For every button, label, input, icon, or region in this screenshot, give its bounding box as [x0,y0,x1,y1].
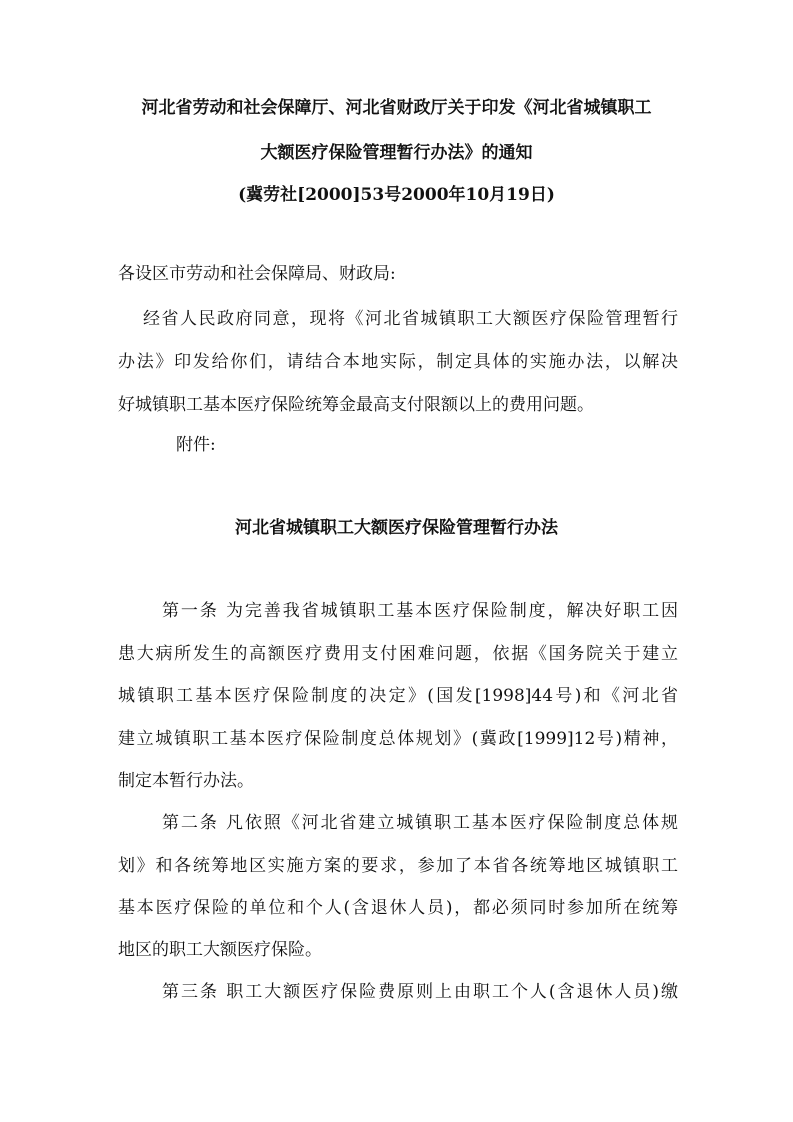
notice-body-line-1: 经省人民政府同意，现将《河北省城镇职工大额医疗保险管理暂行 [143,309,678,329]
article-2-line-4: 地区的职工大额医疗保险。 [118,940,322,960]
notice-title-line-2: 大额医疗保险管理暂行办法》的通知 [260,143,533,163]
article-1-line-2: 患大病所发生的高额医疗费用支付困难问题，依据《国务院关于建立 [118,644,678,664]
article-2-line-2: 划》和各统筹地区实施方案的要求，参加了本省各统筹地区城镇职工 [118,856,678,876]
notice-body-line-2: 办法》印发给你们，请结合本地实际，制定具体的实施办法，以解决 [118,352,678,372]
notice-addressee: 各设区市劳动和社会保障局、财政局: [118,264,396,284]
notice-doc-number: (冀劳社[2000]53号2000年10月19日) [238,185,555,205]
notice-body-line-3: 好城镇职工基本医疗保险统筹金最高支付限额以上的费用问题。 [118,395,594,415]
article-1-line-5: 制定本暂行办法。 [118,771,254,791]
notice-title-line-1: 河北省劳动和社会保障厅、河北省财政厅关于印发《河北省城镇职工 [141,98,652,118]
measures-title: 河北省城镇职工大额医疗保险管理暂行办法 [235,518,558,538]
article-2-line-3: 基本医疗保险的单位和个人(含退休人员)，都必须同时参加所在统筹 [118,898,678,918]
article-3-line-1: 第三条 职工大额医疗保险费原则上由职工个人(含退休人员)缴 [162,982,678,1002]
attachment-label: 附件: [176,435,216,455]
article-1-line-4: 建立城镇职工基本医疗保险制度总体规划》(冀政[1999]12号)精神， [118,729,678,749]
article-1-line-3: 城镇职工基本医疗保险制度的决定》(国发[1998]44号)和《河北省 [118,686,678,706]
article-1-line-1: 第一条 为完善我省城镇职工基本医疗保险制度，解决好职工因 [162,601,678,621]
article-2-line-1: 第二条 凡依照《河北省建立城镇职工基本医疗保险制度总体规 [162,813,678,833]
